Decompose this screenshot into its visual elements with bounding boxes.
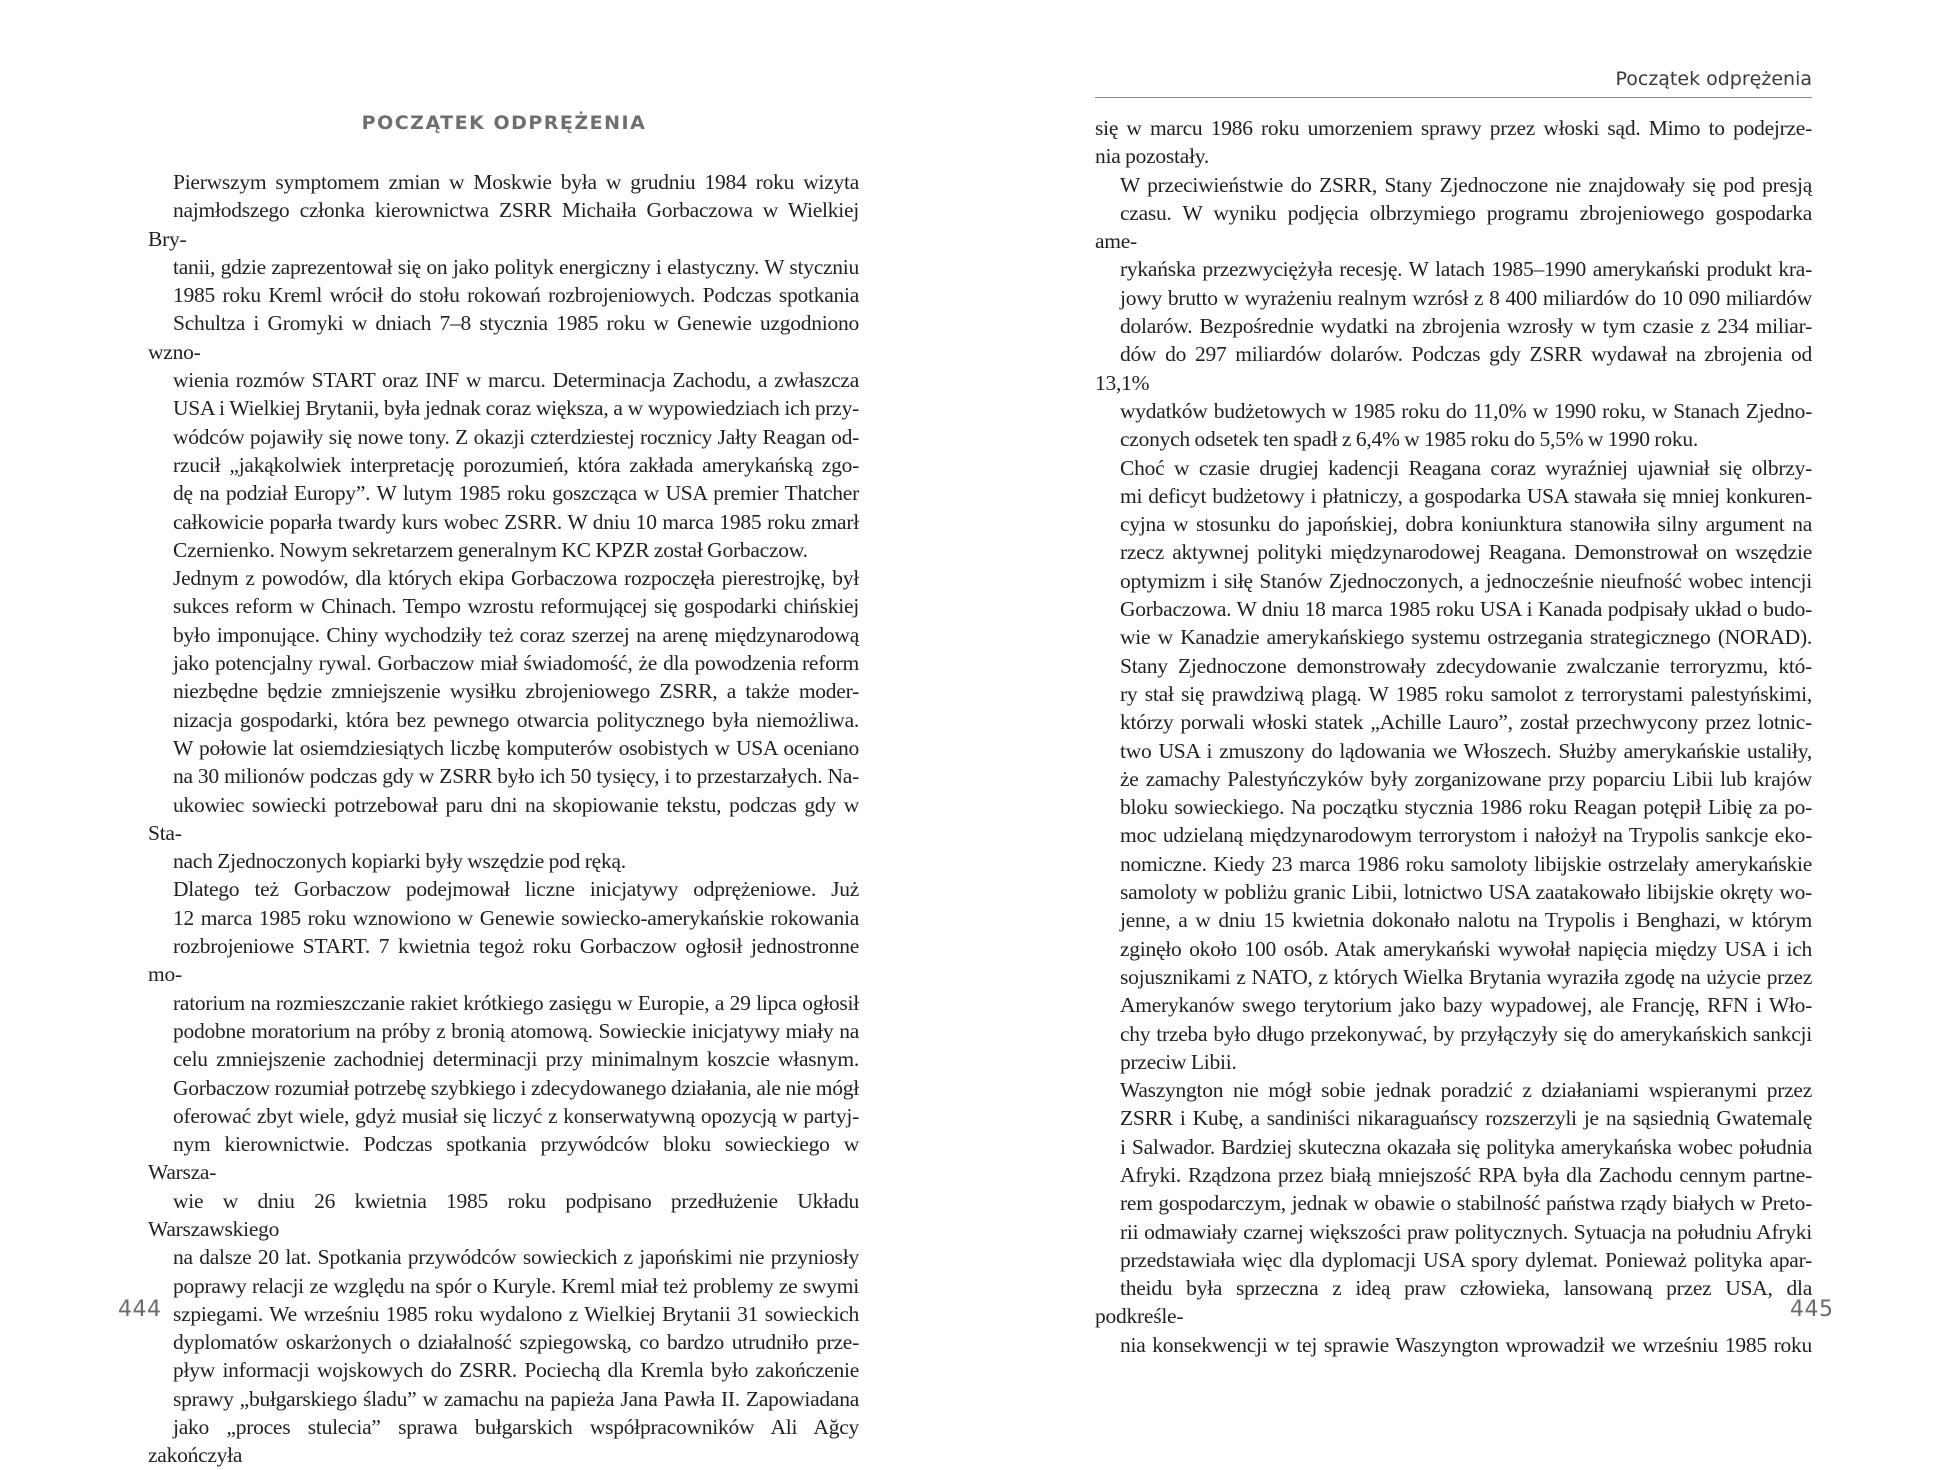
- text-line: chy trzeba było długo przekonywać, by przyłączyły się do amerykańskich sankcji: [1120, 1021, 1812, 1046]
- text-line: rykańska przezwyciężyła recesję. W latach 1985–1990 amerykański produkt kra-: [1120, 257, 1812, 282]
- text-line: rozbrojeniowe START. 7 kwietnia tegoż roku Gorbaczow ogłosił jednostronne mo-: [148, 934, 859, 987]
- text-line: samoloty w pobliżu granic Libii, lotnictwo USA zaatakowało libijskie okręty wo-: [1120, 880, 1812, 905]
- text-line: optymizm i siłę Stanów Zjednoczonych, a jednocześnie nieufność wobec intencji: [1120, 568, 1812, 593]
- text-line: jenne, a w dniu 15 kwietnia dokonało nalotu na Trypolis i Benghazi, w którym: [1120, 908, 1812, 933]
- text-line: bloku sowieckiego. Na początku stycznia 1986 roku Reagan potępił Libię za po-: [1120, 795, 1812, 820]
- text-line: czonych odsetek ten spadł z 6,4% w 1985 roku do 5,5% w 1990 roku.: [1120, 427, 1698, 452]
- text-line: 12 marca 1985 roku wznowiono w Genewie sowiecko-amerykańskie rokowania: [173, 905, 859, 930]
- text-line: się w marcu 1986 roku umorzeniem sprawy przez włoski sąd. Mimo to podejrze-: [1095, 116, 1812, 140]
- text-line: ratorium na rozmieszczanie rakiet krótkiego zasięgu w Europie, a 29 lipca ogłosił: [173, 990, 859, 1015]
- right-page: [975, 0, 1949, 1388]
- text-line: zginęło około 100 osób. Atak amerykański wywołał napięcia między USA i ich: [1120, 936, 1812, 961]
- text-line: Gorbaczow rozumiał potrzebę szybkiego i zdecydowanego działania, ale nie mógł: [173, 1075, 859, 1100]
- text-line: niezbędne będzie zmniejszenie wysiłku zbrojeniowego ZSRR, a także moder-: [173, 679, 859, 704]
- paragraph: [148, 875, 859, 1469]
- text-line: na dalsze 20 lat. Spotkania przywódców sowieckich z japońskimi nie przyniosły: [173, 1245, 859, 1270]
- text-line: jowy brutto w wyrażeniu realnym wzrósł z 8 400 miliardów do 10 090 miliardów: [1120, 285, 1812, 310]
- left-page-body: [148, 168, 859, 1470]
- paragraph: [148, 564, 859, 875]
- text-line: Afryki. Rządzona przez białą mniejszość RPA była dla Zachodu cennym partne-: [1120, 1162, 1812, 1187]
- text-line: W przeciwieństwie do ZSRR, Stany Zjednoczone nie znajdowały się pod presją: [1120, 172, 1812, 197]
- page-number-left: 444: [118, 1297, 162, 1322]
- text-line: wie w Kanadzie amerykańskiego systemu ostrzegania strategicznego (NORAD).: [1120, 625, 1812, 650]
- text-line: Schultza i Gromyki w dniach 7–8 stycznia 1985 roku w Genewie uzgodniono wzno-: [148, 311, 859, 364]
- text-line: Czernienko. Nowym sekretarzem generalnym KC KPZR został Gorbaczow.: [173, 537, 808, 562]
- text-line: Stany Zjednoczone demonstrowały zdecydowanie zwalczanie terroryzmu, któ-: [1120, 653, 1812, 678]
- text-line: sprawy „bułgarskiego śladu” w zamachu na papieża Jana Pawła II. Zapowiadana: [173, 1386, 859, 1411]
- text-line: poprawy relacji ze względu na spór o Kuryle. Kreml miał też problemy ze swymi: [173, 1273, 859, 1298]
- text-line: nia konsekwencji w tej sprawie Waszyngton wprowadził we wrześniu 1985 roku: [1120, 1332, 1812, 1357]
- text-line: sojusznikami z NATO, z których Wielka Brytania wyraziła zgodę na użycie przez: [1120, 964, 1812, 989]
- paragraph: [1095, 454, 1812, 1077]
- text-line: dów do 297 miliardów dolarów. Podczas gdy ZSRR wydawał na zbrojenia od 13,1%: [1095, 342, 1812, 395]
- text-line: że zamachy Palestyńczyków były zorganizowane przy poparciu Libii lub krajów: [1120, 766, 1812, 791]
- text-line: nym kierownictwie. Podczas spotkania przywódców bloku sowieckiego w Warsza-: [148, 1132, 859, 1185]
- text-line: ry stał się prawdziwą plagą. W 1985 roku samolot z terrorystami palestyńskimi,: [1120, 681, 1812, 706]
- text-line: ukowiec sowiecki potrzebował paru dni na skopiowanie tekstu, podczas gdy w Sta-: [148, 792, 859, 845]
- text-line: rem gospodarczym, jednak w obawie o stabilność państwa rządy białych w Preto-: [1120, 1191, 1812, 1216]
- text-line: Dlatego też Gorbaczow podejmował liczne inicjatywy odprężeniowe. Już: [173, 877, 859, 902]
- text-line: Amerykanów swego terytorium jako bazy wypadowej, ale Francję, RFN i Wło-: [1120, 993, 1812, 1018]
- paragraph: [148, 168, 859, 564]
- text-line: rzecz aktywnej polityki międzynarodowej Reagana. Demonstrował on wszędzie: [1120, 540, 1812, 565]
- left-page: [0, 0, 975, 1468]
- text-line: sukces reform w Chinach. Tempo wzrostu reformującej się gospodarki chińskiej: [173, 594, 859, 619]
- text-line: dolarów. Bezpośrednie wydatki na zbrojenia wzrosły w tym czasie z 234 miliar-: [1120, 314, 1812, 339]
- text-line: wydatków budżetowych w 1985 roku do 11,0% w 1990 roku, w Stanach Zjedno-: [1120, 398, 1812, 423]
- text-line: najmłodszego członka kierownictwa ZSRR Michaiła Gorbaczowa w Wielkiej Bry-: [148, 198, 859, 251]
- text-line: i Salwador. Bardziej skuteczna okazała się polityka amerykańska wobec południa: [1120, 1134, 1812, 1159]
- text-line: mi deficyt budżetowy i płatniczy, a gospodarka USA stawała się mniej konkuren-: [1120, 483, 1812, 508]
- text-line: moc udzielaną międzynarodowym terrorystom i nałożył na Trypolis sankcje eko-: [1120, 823, 1812, 848]
- text-line: celu zmniejszenie zachodniej determinacji przy minimalnym koszcie własnym.: [173, 1047, 859, 1072]
- text-line: W połowie lat osiemdziesiątych liczbę komputerów osobistych w USA oceniano: [173, 735, 859, 760]
- text-line: przedstawiała więc dla dyplomacji USA spory dylemat. Ponieważ polityka apar-: [1120, 1247, 1812, 1272]
- text-line: którzy porwali włoski statek „Achille Lauro”, został przechwycony przez lotnic-: [1120, 710, 1812, 735]
- text-line: 1985 roku Kreml wrócił do stołu rokowań rozbrojeniowych. Podczas spotkania: [173, 283, 859, 308]
- text-line: USA i Wielkiej Brytanii, była jednak coraz większa, a w wypowiedziach ich przy-: [173, 396, 859, 421]
- text-line: Gorbaczowa. W dniu 18 marca 1985 roku USA i Kanada podpisały układ o budo-: [1120, 597, 1812, 622]
- text-line: całkowicie poparła twardy kurs wobec ZSRR. W dniu 10 marca 1985 roku zmarł: [173, 509, 859, 534]
- text-line: cyjna w stosunku do japońskiej, dobra koniunktura stanowiła silny argument na: [1120, 512, 1812, 537]
- text-line: two USA i zmuszony do lądowania we Włoszech. Służby amerykańskie ustaliły,: [1120, 738, 1812, 763]
- text-line: rzucił „jakąkolwiek interpretację porozumień, która zakłada amerykańską zgo-: [173, 452, 859, 477]
- text-line: ZSRR i Kubę, a sandiniści nikaraguańscy rozszerzyli je na sąsiednią Gwatemalę: [1120, 1106, 1812, 1131]
- text-line: było imponujące. Chiny wychodziły też coraz szerzej na arenę międzynarodową: [173, 622, 859, 647]
- chapter-heading: POCZĄTEK ODPRĘŻENIA: [361, 112, 647, 134]
- text-line: Jednym z powodów, dla których ekipa Gorbaczowa rozpoczęła pierestrojkę, był: [173, 566, 859, 591]
- text-line: theidu była sprzeczna z ideą praw człowieka, lansowaną przez USA, dla podkreśle-: [1095, 1276, 1812, 1329]
- text-line: dę na podział Europy”. W lutym 1985 roku goszcząca w USA premier Thatcher: [173, 481, 859, 506]
- text-line: przeciw Libii.: [1120, 1049, 1237, 1074]
- text-line: nach Zjednoczonych kopiarki były wszędzie pod ręką.: [173, 849, 626, 874]
- paragraph: [1095, 114, 1812, 171]
- text-line: wienia rozmów START oraz INF w marcu. Determinacja Zachodu, a zwłaszcza: [173, 368, 859, 393]
- text-line: pływ informacji wojskowych do ZSRR. Pociechą dla Kremla było zakończenie: [173, 1358, 859, 1383]
- right-page-body: [1095, 114, 1812, 1359]
- text-line: Waszyngton nie mógł sobie jednak poradzić z działaniami wspieranymi przez: [1120, 1078, 1812, 1103]
- paragraph: [1095, 171, 1812, 454]
- text-line: szpiegami. We wrześniu 1985 roku wydalono z Wielkiej Brytanii 31 sowieckich: [173, 1301, 859, 1326]
- text-line: na 30 milionów podczas gdy w ZSRR było ich 50 tysięcy, i to przestarzałych. Na-: [173, 764, 859, 789]
- text-line: podobne moratorium na próby z bronią atomową. Sowieckie inicjatywy miały na: [173, 1018, 859, 1043]
- text-line: czasu. W wyniku podjęcia olbrzymiego programu zbrojeniowego gospodarka ame-: [1095, 200, 1812, 254]
- text-line: rii odmawiały czarnej większości praw politycznych. Sytuacja na południu Afryki: [1120, 1219, 1812, 1244]
- text-line: wie w dniu 26 kwietnia 1985 roku podpisano przedłużenie Układu Warszawskiego: [148, 1188, 859, 1241]
- page-number-right: 445: [1790, 1297, 1834, 1322]
- text-line: Pierwszym symptomem zmian w Moskwie była w grudniu 1984 roku wizyta: [173, 170, 859, 194]
- text-line: tanii, gdzie zaprezentował się on jako polityk energiczny i elastyczny. W styczniu: [173, 254, 859, 279]
- text-line: nomiczne. Kiedy 23 marca 1986 roku samoloty libijskie ostrzelały amerykańskie: [1120, 851, 1812, 876]
- text-line: jako „proces stulecia” sprawa bułgarskich współpracowników Ali Ağcy zakończyła: [148, 1415, 859, 1468]
- paragraph: [1095, 1076, 1812, 1359]
- text-line: nia pozostały.: [1095, 144, 1210, 169]
- text-line: jako potencjalny rywal. Gorbaczow miał świadomość, że dla powodzenia reform: [173, 651, 859, 676]
- text-line: nizacja gospodarki, która bez pewnego otwarcia politycznego była niemożliwa.: [173, 707, 859, 732]
- running-head: Początek odprężenia: [1095, 68, 1812, 98]
- text-line: oferować zbyt wiele, gdyż musiał się liczyć z konserwatywną opozycją w partyj-: [173, 1103, 859, 1128]
- text-line: Choć w czasie drugiej kadencji Reagana coraz wyraźniej ujawniał się olbrzy-: [1120, 455, 1812, 480]
- text-line: wódców pojawiły się nowe tony. Z okazji czterdziestej rocznicy Jałty Reagan od-: [173, 424, 859, 449]
- text-line: dyplomatów oskarżonych o działalność szpiegowską, co bardzo utrudniło prze-: [173, 1330, 859, 1355]
